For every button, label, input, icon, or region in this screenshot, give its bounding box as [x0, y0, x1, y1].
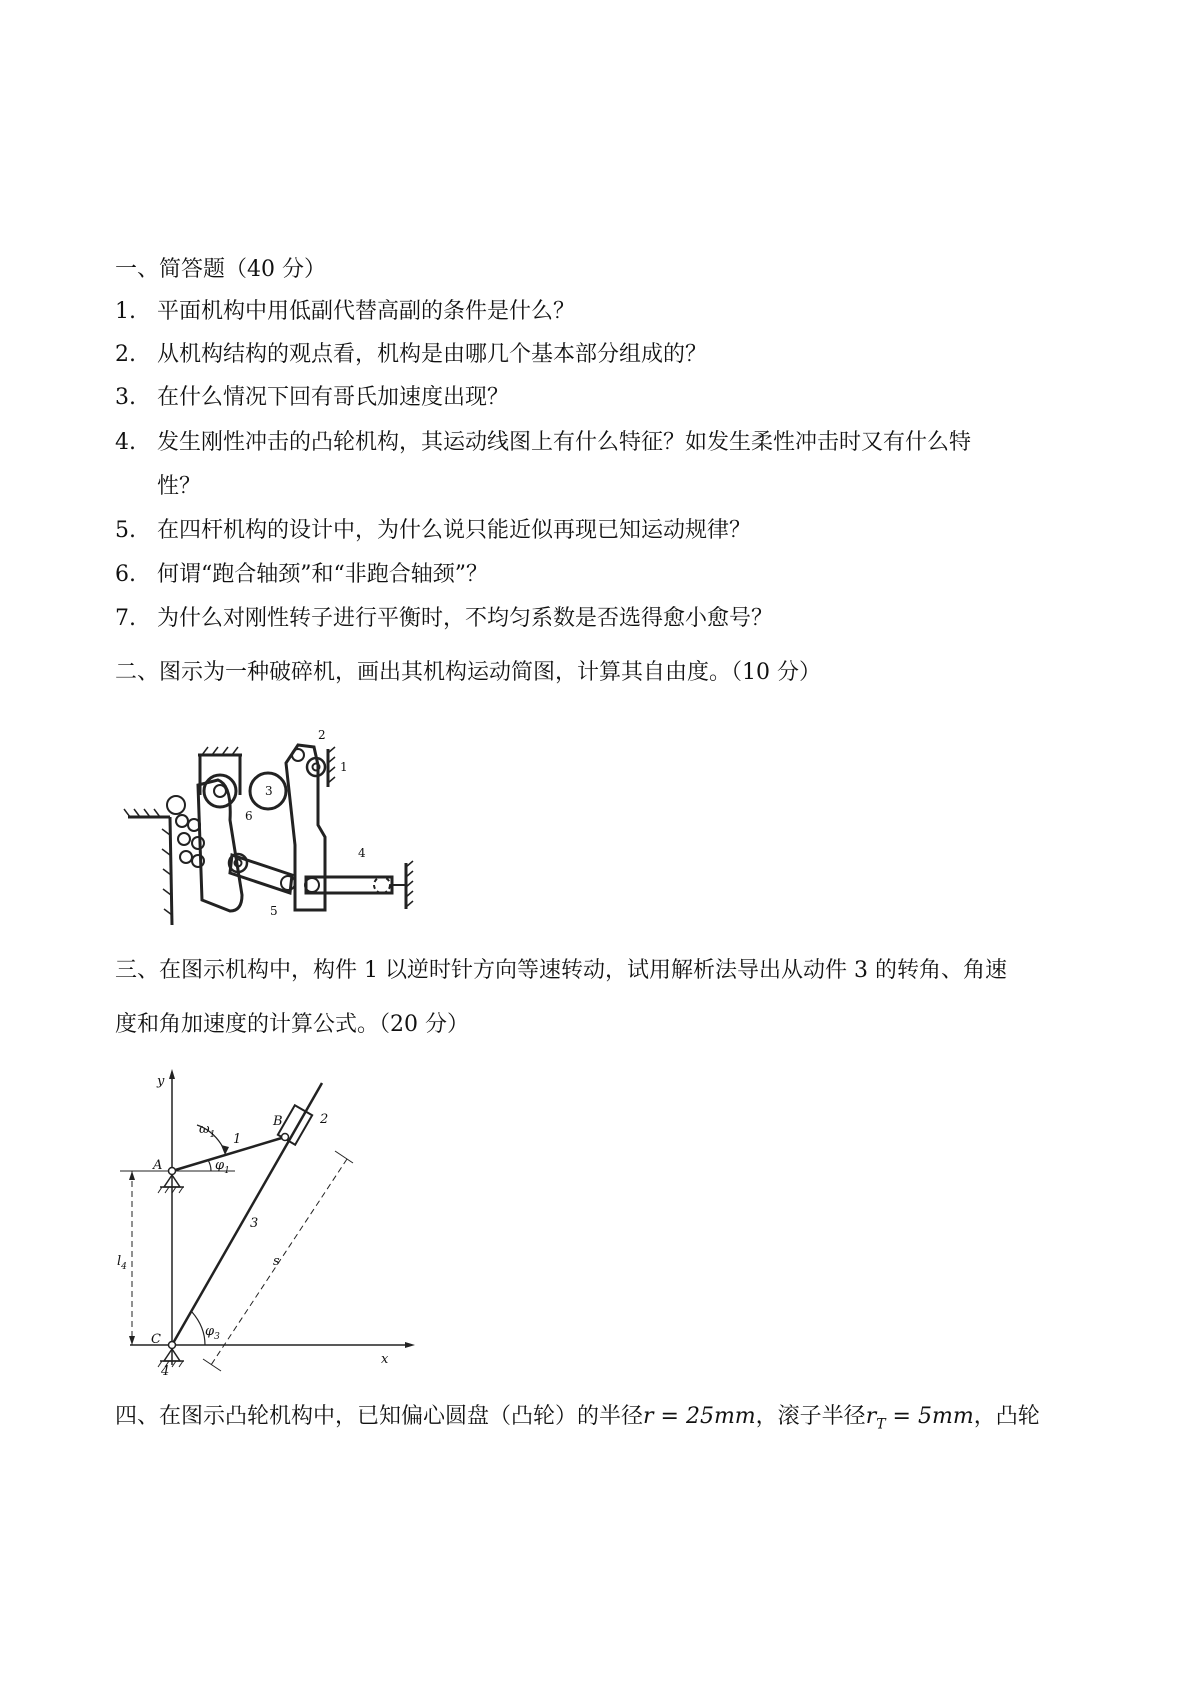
axis-label-y: y [157, 1074, 165, 1089]
question-text: 为什么对刚性转子进行平衡时，不均匀系数是否选得愈小愈号？ [157, 606, 774, 631]
question-number: 6. [115, 562, 136, 587]
label-link-2: 2 [320, 1112, 329, 1127]
crusher-label-4: 4 [358, 846, 366, 860]
question-text: 何谓“跑合轴颈”和“非跑合轴颈”？ [157, 562, 488, 587]
point-label-b: B [273, 1114, 283, 1129]
crusher-label-5: 5 [270, 904, 278, 918]
section4-text-part2: ，滚子半径 [755, 1404, 866, 1429]
question-4 [115, 428, 971, 458]
question-1 [115, 297, 575, 327]
label-link-4: 4 [161, 1364, 170, 1379]
crusher-label-3: 3 [265, 784, 273, 798]
label-link-1: 1 [233, 1132, 242, 1147]
label-l4: $l_4$ [117, 1254, 127, 1272]
point-label-c: C [151, 1332, 161, 1347]
question-number: 5. [115, 518, 136, 543]
label-phi1: $\varphi_1$ [215, 1158, 230, 1176]
question-5 [115, 516, 751, 546]
crusher-figure [120, 725, 450, 935]
question-4-continuation: 性？ [157, 474, 202, 499]
section3-line2: 度和角加速度的计算公式。（20 分） [115, 1012, 469, 1037]
section2-heading: 二、图示为一种破碎机，画出其机构运动简图，计算其自由度。（10 分） [115, 660, 821, 685]
crusher-label-2: 2 [318, 728, 326, 742]
question-text: 平面机构中用低副代替高副的条件是什么？ [157, 299, 576, 324]
crusher-label-1: 1 [340, 760, 348, 774]
label-link-3: 3 [250, 1216, 259, 1231]
question-number: 3. [115, 385, 136, 410]
question-3 [115, 383, 509, 413]
crusher-label-6: 6 [245, 809, 253, 823]
point-label-a: A [153, 1158, 163, 1173]
equation-radius: r = 25mm [643, 1404, 756, 1429]
label-omega: $\omega_1$ [199, 1122, 216, 1140]
section4-text-part3: ，凸轮 [973, 1404, 1040, 1429]
label-s: s [273, 1254, 280, 1269]
section1-heading: 一、简答题（40 分） [115, 257, 326, 282]
question-text: 在什么情况下回有哥氏加速度出现？ [157, 385, 510, 410]
section4-text-part1: 四、在图示凸轮机构中，已知偏心圆盘（凸轮）的半径 [115, 1404, 644, 1429]
question-text: 发生刚性冲击的凸轮机构，其运动线图上有什么特征？如发生柔性冲击时又有什么特 [157, 430, 972, 455]
question-text: 从机构结构的观点看，机构是由哪几个基本部分组成的？ [157, 342, 708, 367]
question-2 [115, 340, 707, 370]
question-7 [115, 604, 773, 634]
section3-line1: 三、在图示机构中，构件 1 以逆时针方向等速转动，试用解析法导出从动件 3 的转角、角速 [115, 958, 1007, 983]
question-number: 4. [115, 430, 136, 455]
linkage-figure [115, 1065, 435, 1379]
label-phi3: $\varphi_3$ [205, 1324, 220, 1342]
question-number: 7. [115, 606, 136, 631]
equation-roller-radius: $r_T = 5mm$ [865, 1404, 974, 1433]
section4-line1 [115, 1402, 1040, 1439]
axis-label-x: x [381, 1352, 389, 1367]
question-number: 2. [115, 342, 136, 367]
question-number: 1. [115, 299, 136, 324]
question-text: 在四杆机构的设计中，为什么说只能近似再现已知运动规律？ [157, 518, 752, 543]
question-6 [115, 560, 488, 590]
